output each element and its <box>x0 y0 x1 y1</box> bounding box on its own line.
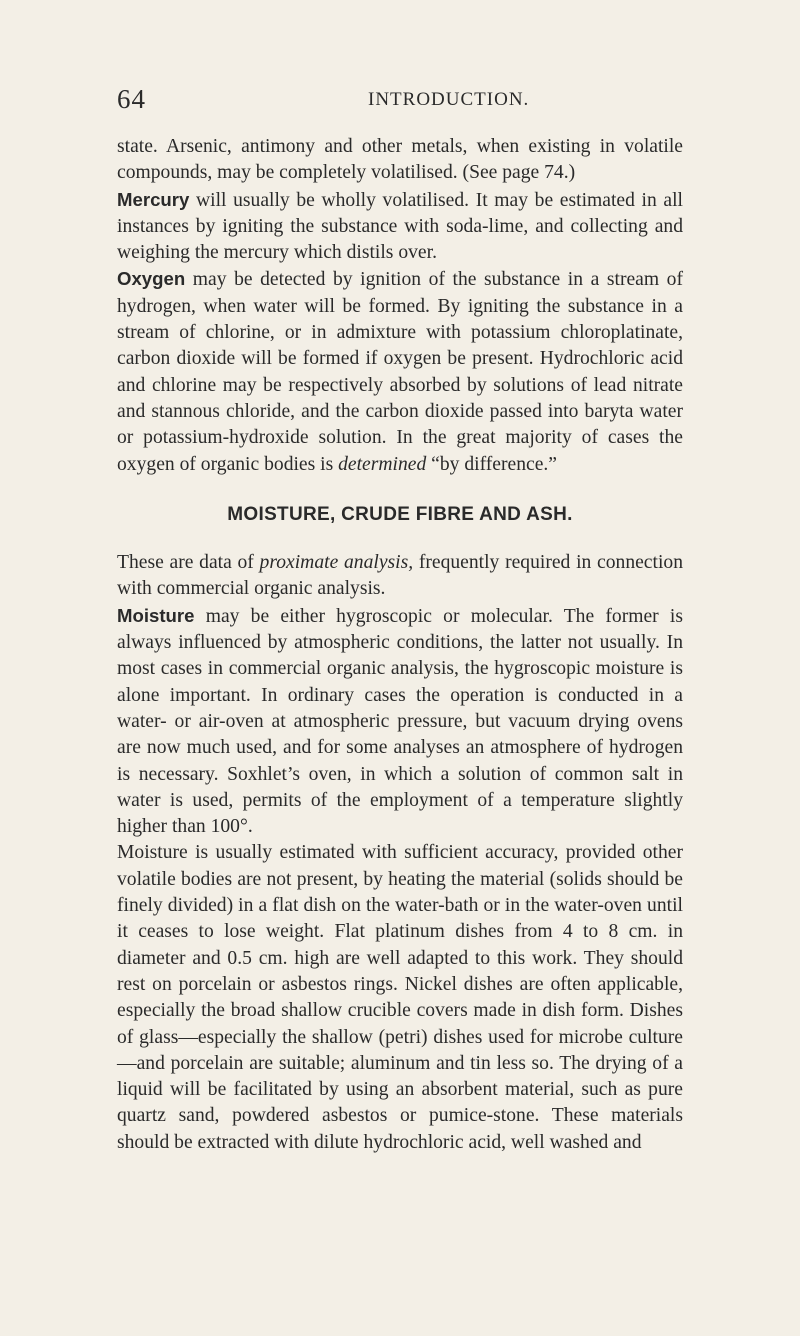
paragraph-moisture-estimation <box>117 840 683 1156</box>
paragraph-oxygen <box>117 266 683 477</box>
paragraph-arsenic <box>117 134 683 187</box>
running-title: INTRODUCTION. <box>368 89 530 110</box>
paragraph-moisture <box>117 603 683 841</box>
paragraph-text: These are data of <box>117 552 260 574</box>
paragraph-proximate <box>117 550 683 603</box>
running-head <box>0 84 800 124</box>
paragraph-text: frequently required in connection with commercial organic analysis. <box>117 552 683 600</box>
paragraph-text: “by difference.” <box>426 453 558 475</box>
paragraph-text: may be detected by ignition of the substance in a stream of hydrogen, when water will be formed. By igniting the substance in a stream of chlorine, or in admixture with potassium chloroplatinate, carbon dioxide will be formed if oxygen be present. Hydrochloric acid and chlorine may be respectively absorbed by solutions of lead nitrate and stannous chloride, and the carbon dioxide passed into baryta water or potassium-hydroxide solution. In the great majority of cases the oxygen of organic bodies is <box>117 269 683 475</box>
body-text <box>117 134 683 1156</box>
paragraph-mercury <box>117 187 683 267</box>
italic-determined: determined <box>338 453 427 475</box>
paragraph-text: will usually be wholly volatilised. It may be estimated in all instances by igniting the substance with soda-lime, and collecting and weighing the mercury which distils over. <box>117 189 683 264</box>
italic-proximate-analysis: proximate analysis, <box>259 552 414 574</box>
term-mercury: Mercury <box>117 188 190 210</box>
paragraph-text: state. Arsenic, antimony and other metals, when existing in volatile compounds, may be completely volatilised. (See page 74.) <box>117 136 683 184</box>
term-oxygen: Oxygen <box>117 268 186 290</box>
page-number: 64 <box>117 84 146 114</box>
paragraph-text: Moisture is usually estimated with sufficient accuracy, provided other volatile bodies are not present, by heating the material (solids should be finely divided) in a flat dish on the water-bath or in the water-oven until it ceases to lose weight. Flat platinum dishes from 4 to 8 cm. in diameter and 0.5 cm. high are well adapted to this work. They should rest on porcelain or asbestos rings. Nickel dishes are often applicable, especially the broad shallow crucible covers made in dish form. Dishes of glass—especially the shallow (petri) dishes used for microbe culture—and porcelain are suitable; aluminum and tin less so. The drying of a liquid will be facilitated by using an absorbent material, such as pure quartz sand, powdered asbestos or pumice-stone. These materials should be extracted with dilute hydrochloric acid, well washed and <box>117 842 683 1153</box>
term-moisture: Moisture <box>117 604 195 626</box>
section-heading: MOISTURE, CRUDE FIBRE AND ASH. <box>227 503 573 525</box>
paragraph-text: may be either hygroscopic or molecular. The former is always influenced by atmospheric conditions, the latter not usually. In most cases in commercial organic analysis, the hygroscopic moisture is alone important. In ordinary cases the operation is conducted in a water- or air-oven at atmospheric pressure, but vacuum drying ovens are now much used, and for some analyses an atmosphere of hydrogen is necessary. Soxhlet’s oven, in which a solution of common salt in water is used, permits of the employment of a temperature slightly higher than 100°. <box>117 605 683 838</box>
